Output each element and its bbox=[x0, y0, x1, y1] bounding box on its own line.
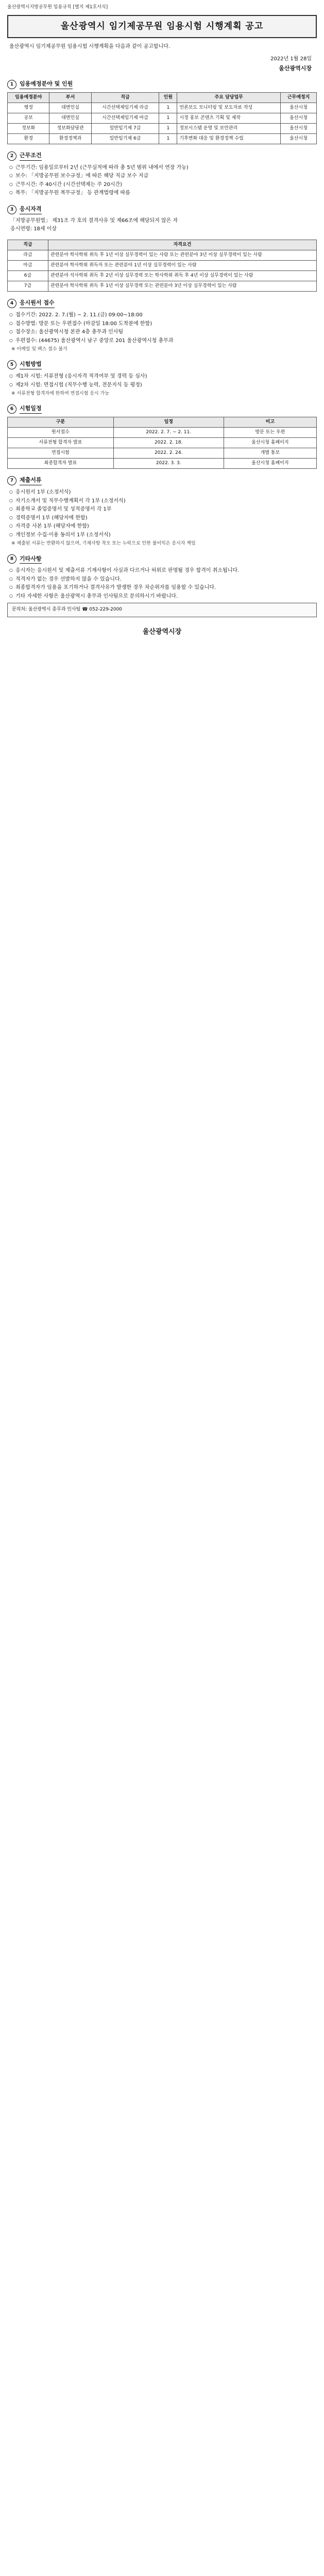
cell: 환경정책과 bbox=[49, 133, 91, 144]
cell: 개별 통보 bbox=[224, 448, 316, 459]
col-count: 인원 bbox=[159, 92, 177, 103]
table-row bbox=[8, 123, 317, 133]
col-date: 일정 bbox=[113, 417, 224, 428]
title-box bbox=[7, 15, 317, 38]
exam-method-list bbox=[9, 372, 315, 389]
cell: 2022. 2. 7. ~ 2. 11. bbox=[113, 428, 224, 438]
cell: 정보화담당관 bbox=[49, 123, 91, 133]
cell: 1 bbox=[159, 133, 177, 144]
cell: 정보화 bbox=[8, 123, 49, 133]
section-1-title: 임용예정분야 및 인원 bbox=[20, 80, 73, 89]
cell: 시간선택제임기제 라급 bbox=[91, 103, 159, 113]
qualification-general: 「지방공무원법」 제31조 각 호의 결격사유 및 제66조에 해당되지 않은 자 bbox=[10, 217, 178, 224]
list-item: ○ 제2차 시험: 면접시험 (직무수행 능력, 전문지식 등 평정) bbox=[9, 381, 315, 390]
col-dept: 부서 bbox=[49, 92, 91, 103]
col-remark: 비고 bbox=[224, 417, 316, 428]
section-5-number: 5 bbox=[7, 360, 16, 369]
qualification-table-header bbox=[8, 240, 317, 250]
cell: 울산시청 bbox=[281, 113, 317, 123]
cell: 관련분야 학사학위 취득 후 1년 이상 실무경력 또는 관련분야 3년 이상 실무경력이 있는 사람 bbox=[48, 281, 317, 292]
list-item: ○ 적격자가 없는 경우 선발하지 않을 수 있습니다. bbox=[9, 575, 315, 584]
table-row bbox=[8, 113, 317, 123]
section-6-heading bbox=[7, 404, 317, 414]
cell: 라급 bbox=[8, 250, 48, 260]
qualification-table bbox=[7, 240, 317, 292]
col-field: 임용예정분야 bbox=[8, 92, 49, 103]
section-7-number: 7 bbox=[7, 476, 16, 485]
cell: 언론보도 모니터링 및 보도자료 작성 bbox=[177, 103, 281, 113]
cell: 마급 bbox=[8, 260, 48, 270]
section-5-title: 시험방법 bbox=[20, 360, 42, 369]
cell: 일반임기제 6급 bbox=[91, 133, 159, 144]
list-item: ○ 복무: 「지방공무원 복무규정」 등 관계법령에 따름 bbox=[9, 189, 315, 198]
cell: 2022. 2. 18. bbox=[113, 438, 224, 448]
footer-authority: 울산광역시장 bbox=[142, 628, 182, 636]
section-8-heading bbox=[7, 554, 317, 564]
col-stage: 구분 bbox=[8, 417, 114, 428]
cell: 최종합격자 발표 bbox=[8, 459, 114, 469]
list-item: ○ 최종학교 졸업증명서 및 성적증명서 각 1부 bbox=[9, 505, 315, 514]
cell: 시간선택제임기제 마급 bbox=[91, 113, 159, 123]
section-1-heading bbox=[7, 80, 317, 89]
table-row bbox=[8, 250, 317, 260]
work-conditions-list bbox=[9, 164, 315, 198]
section-7-heading bbox=[7, 476, 317, 485]
table-row bbox=[8, 271, 317, 281]
section-1-number: 1 bbox=[7, 80, 16, 89]
documents-list bbox=[9, 488, 315, 539]
col-grade: 직급 bbox=[91, 92, 159, 103]
cell: 울산시청 bbox=[281, 103, 317, 113]
table-row bbox=[8, 260, 317, 270]
cell: 정보시스템 운영 및 보안관리 bbox=[177, 123, 281, 133]
list-item: ○ 자격증 사본 1부 (해당자에 한함) bbox=[9, 522, 315, 531]
cell: 관련분야 석사학위 취득 후 2년 이상 실무경력 또는 학사학위 취득 후 4년 이상 실무경력이 있는 사람 bbox=[48, 271, 317, 281]
section-3-number: 3 bbox=[7, 205, 16, 214]
form-reference: 울산광역시지방공무원 임용규칙 [별지 제1호서식] bbox=[7, 5, 108, 10]
cell: 울산시청 홈페이지 bbox=[224, 438, 316, 448]
list-item: ○ 접수방법: 방문 또는 우편접수 (마감일 18:00 도착분에 한함) bbox=[9, 320, 315, 329]
list-item: ○ 개인정보 수집·이용 동의서 1부 (소정서식) bbox=[9, 531, 315, 540]
cell: 서류전형 합격자 발표 bbox=[8, 438, 114, 448]
contact-text: 문의처: 울산광역시 총무과 인사팀 ☎ 052-229-2000 bbox=[12, 607, 123, 613]
list-item: ○ 응시자는 응시원서 및 제출서류 기재사항이 사실과 다르거나 허위로 판명될 경우 합격이 취소됩니다. bbox=[9, 567, 315, 575]
table-row bbox=[8, 133, 317, 144]
table-row bbox=[8, 459, 317, 469]
cell: 대변인실 bbox=[49, 113, 91, 123]
col-grade: 직급 bbox=[8, 240, 48, 250]
announce-date: 2022년 1월 28일 bbox=[270, 56, 312, 62]
cell: 시정 홍보 콘텐츠 기획 및 제작 bbox=[177, 113, 281, 123]
cell: 1 bbox=[159, 123, 177, 133]
list-item: ○ 최종합격자가 임용을 포기하거나 결격사유가 발생한 경우 차순위자를 임용할 수 있습니다. bbox=[9, 584, 315, 592]
section-3-heading bbox=[7, 205, 317, 214]
col-requirement: 자격요건 bbox=[48, 240, 317, 250]
section-2-number: 2 bbox=[7, 151, 16, 161]
section-7-title: 제출서류 bbox=[20, 476, 42, 485]
list-item: ○ 접수장소: 울산광역시청 본관 4층 총무과 인사팀 bbox=[9, 328, 315, 337]
documents-note: ※ 제출된 서류는 반환하지 않으며, 기재사항 착오 또는 누락으로 인한 불이익은 응시자 책임 bbox=[11, 541, 196, 547]
cell: 1 bbox=[159, 113, 177, 123]
cell: 기후변화 대응 및 환경정책 수립 bbox=[177, 133, 281, 144]
schedule-table-header bbox=[8, 417, 317, 428]
section-4-heading bbox=[7, 299, 317, 308]
cell: 울산시청 홈페이지 bbox=[224, 459, 316, 469]
list-item: ○ 접수기간: 2022. 2. 7.(월) ~ 2. 11.(금) 09:00~18:00 bbox=[9, 311, 315, 320]
announce-authority: 울산광역시장 bbox=[279, 64, 312, 72]
cell: 면접시험 bbox=[8, 448, 114, 459]
col-duty: 주요 담당업무 bbox=[177, 92, 281, 103]
table-row bbox=[8, 281, 317, 292]
table-row bbox=[8, 103, 317, 113]
recruit-table-header bbox=[8, 92, 317, 103]
cell: 방문 또는 우편 bbox=[224, 428, 316, 438]
section-8-title: 기타사항 bbox=[20, 555, 42, 564]
cell: 공보 bbox=[8, 113, 49, 123]
section-2-title: 근무조건 bbox=[20, 151, 42, 161]
cell: 일반임기제 7급 bbox=[91, 123, 159, 133]
etc-list bbox=[9, 567, 315, 601]
cell: 7급 bbox=[8, 281, 48, 292]
cell: 관련분야 학사학위 취득 후 1년 이상 실무경력이 있는 사람 또는 관련분야 3년 이상 실무경력이 있는 사람 bbox=[48, 250, 317, 260]
list-item: ○ 제1차 시험: 서류전형 (응시자격 적격여부 및 경력 등 심사) bbox=[9, 372, 315, 381]
cell: 2022. 2. 24. bbox=[113, 448, 224, 459]
list-item: ○ 경력증명서 1부 (해당자에 한함) bbox=[9, 514, 315, 523]
application-note: ※ 이메일 및 팩스 접수 불가 bbox=[11, 347, 67, 352]
section-6-title: 시험일정 bbox=[20, 404, 42, 414]
cell: 행정 bbox=[8, 103, 49, 113]
list-item: ○ 근무기간: 임용일로부터 2년 (근무실적에 따라 총 5년 범위 내에서 연장 가능) bbox=[9, 164, 315, 173]
exam-method-note: ※ 서류전형 합격자에 한하여 면접시험 응시 가능 bbox=[11, 391, 109, 397]
table-row bbox=[8, 438, 317, 448]
list-item: ○ 자기소개서 및 직무수행계획서 각 1부 (소정서식) bbox=[9, 497, 315, 506]
cell: 대변인실 bbox=[49, 103, 91, 113]
intro-text: 울산광역시 임기제공무원 임용시험 시행계획을 다음과 같이 공고합니다. bbox=[9, 43, 170, 49]
cell: 환경 bbox=[8, 133, 49, 144]
schedule-table bbox=[7, 417, 317, 469]
cell: 원서접수 bbox=[8, 428, 114, 438]
section-3-title: 응시자격 bbox=[20, 205, 42, 214]
cell: 관련분야 학사학위 취득자 또는 관련분야 1년 이상 실무경력이 있는 사람 bbox=[48, 260, 317, 270]
section-4-number: 4 bbox=[7, 299, 16, 308]
contact-box bbox=[7, 603, 317, 617]
page-title: 울산광역시 임기제공무원 임용시험 시행계획 공고 bbox=[60, 21, 264, 32]
list-item: ○ 보수: 「지방공무원 보수규정」에 따른 해당 직급 보수 지급 bbox=[9, 172, 315, 181]
section-6-number: 6 bbox=[7, 404, 16, 414]
table-row bbox=[8, 448, 317, 459]
cell: 2022. 3. 3. bbox=[113, 459, 224, 469]
cell: 1 bbox=[159, 103, 177, 113]
col-location: 근무예정지 bbox=[281, 92, 317, 103]
cell: 울산시청 bbox=[281, 133, 317, 144]
cell: 울산시청 bbox=[281, 123, 317, 133]
application-list bbox=[9, 311, 315, 345]
recruit-table bbox=[7, 92, 317, 144]
table-row bbox=[8, 428, 317, 438]
section-4-title: 응시원서 접수 bbox=[20, 299, 55, 308]
section-8-number: 8 bbox=[7, 554, 16, 564]
section-2-heading bbox=[7, 151, 317, 161]
cell: 6급 bbox=[8, 271, 48, 281]
list-item: ○ 기타 자세한 사항은 울산광역시 총무과 인사팀으로 문의하시기 바랍니다. bbox=[9, 592, 315, 601]
section-5-heading bbox=[7, 360, 317, 369]
list-item: ○ 근무시간: 주 40시간 (시간선택제는 주 20시간) bbox=[9, 181, 315, 190]
list-item: ○ 응시원서 1부 (소정서식) bbox=[9, 488, 315, 497]
list-item: ○ 우편접수: (44675) 울산광역시 남구 중앙로 201 울산광역시청 총무과 bbox=[9, 337, 315, 346]
qualification-age: 응시연령: 18세 이상 bbox=[10, 226, 57, 232]
